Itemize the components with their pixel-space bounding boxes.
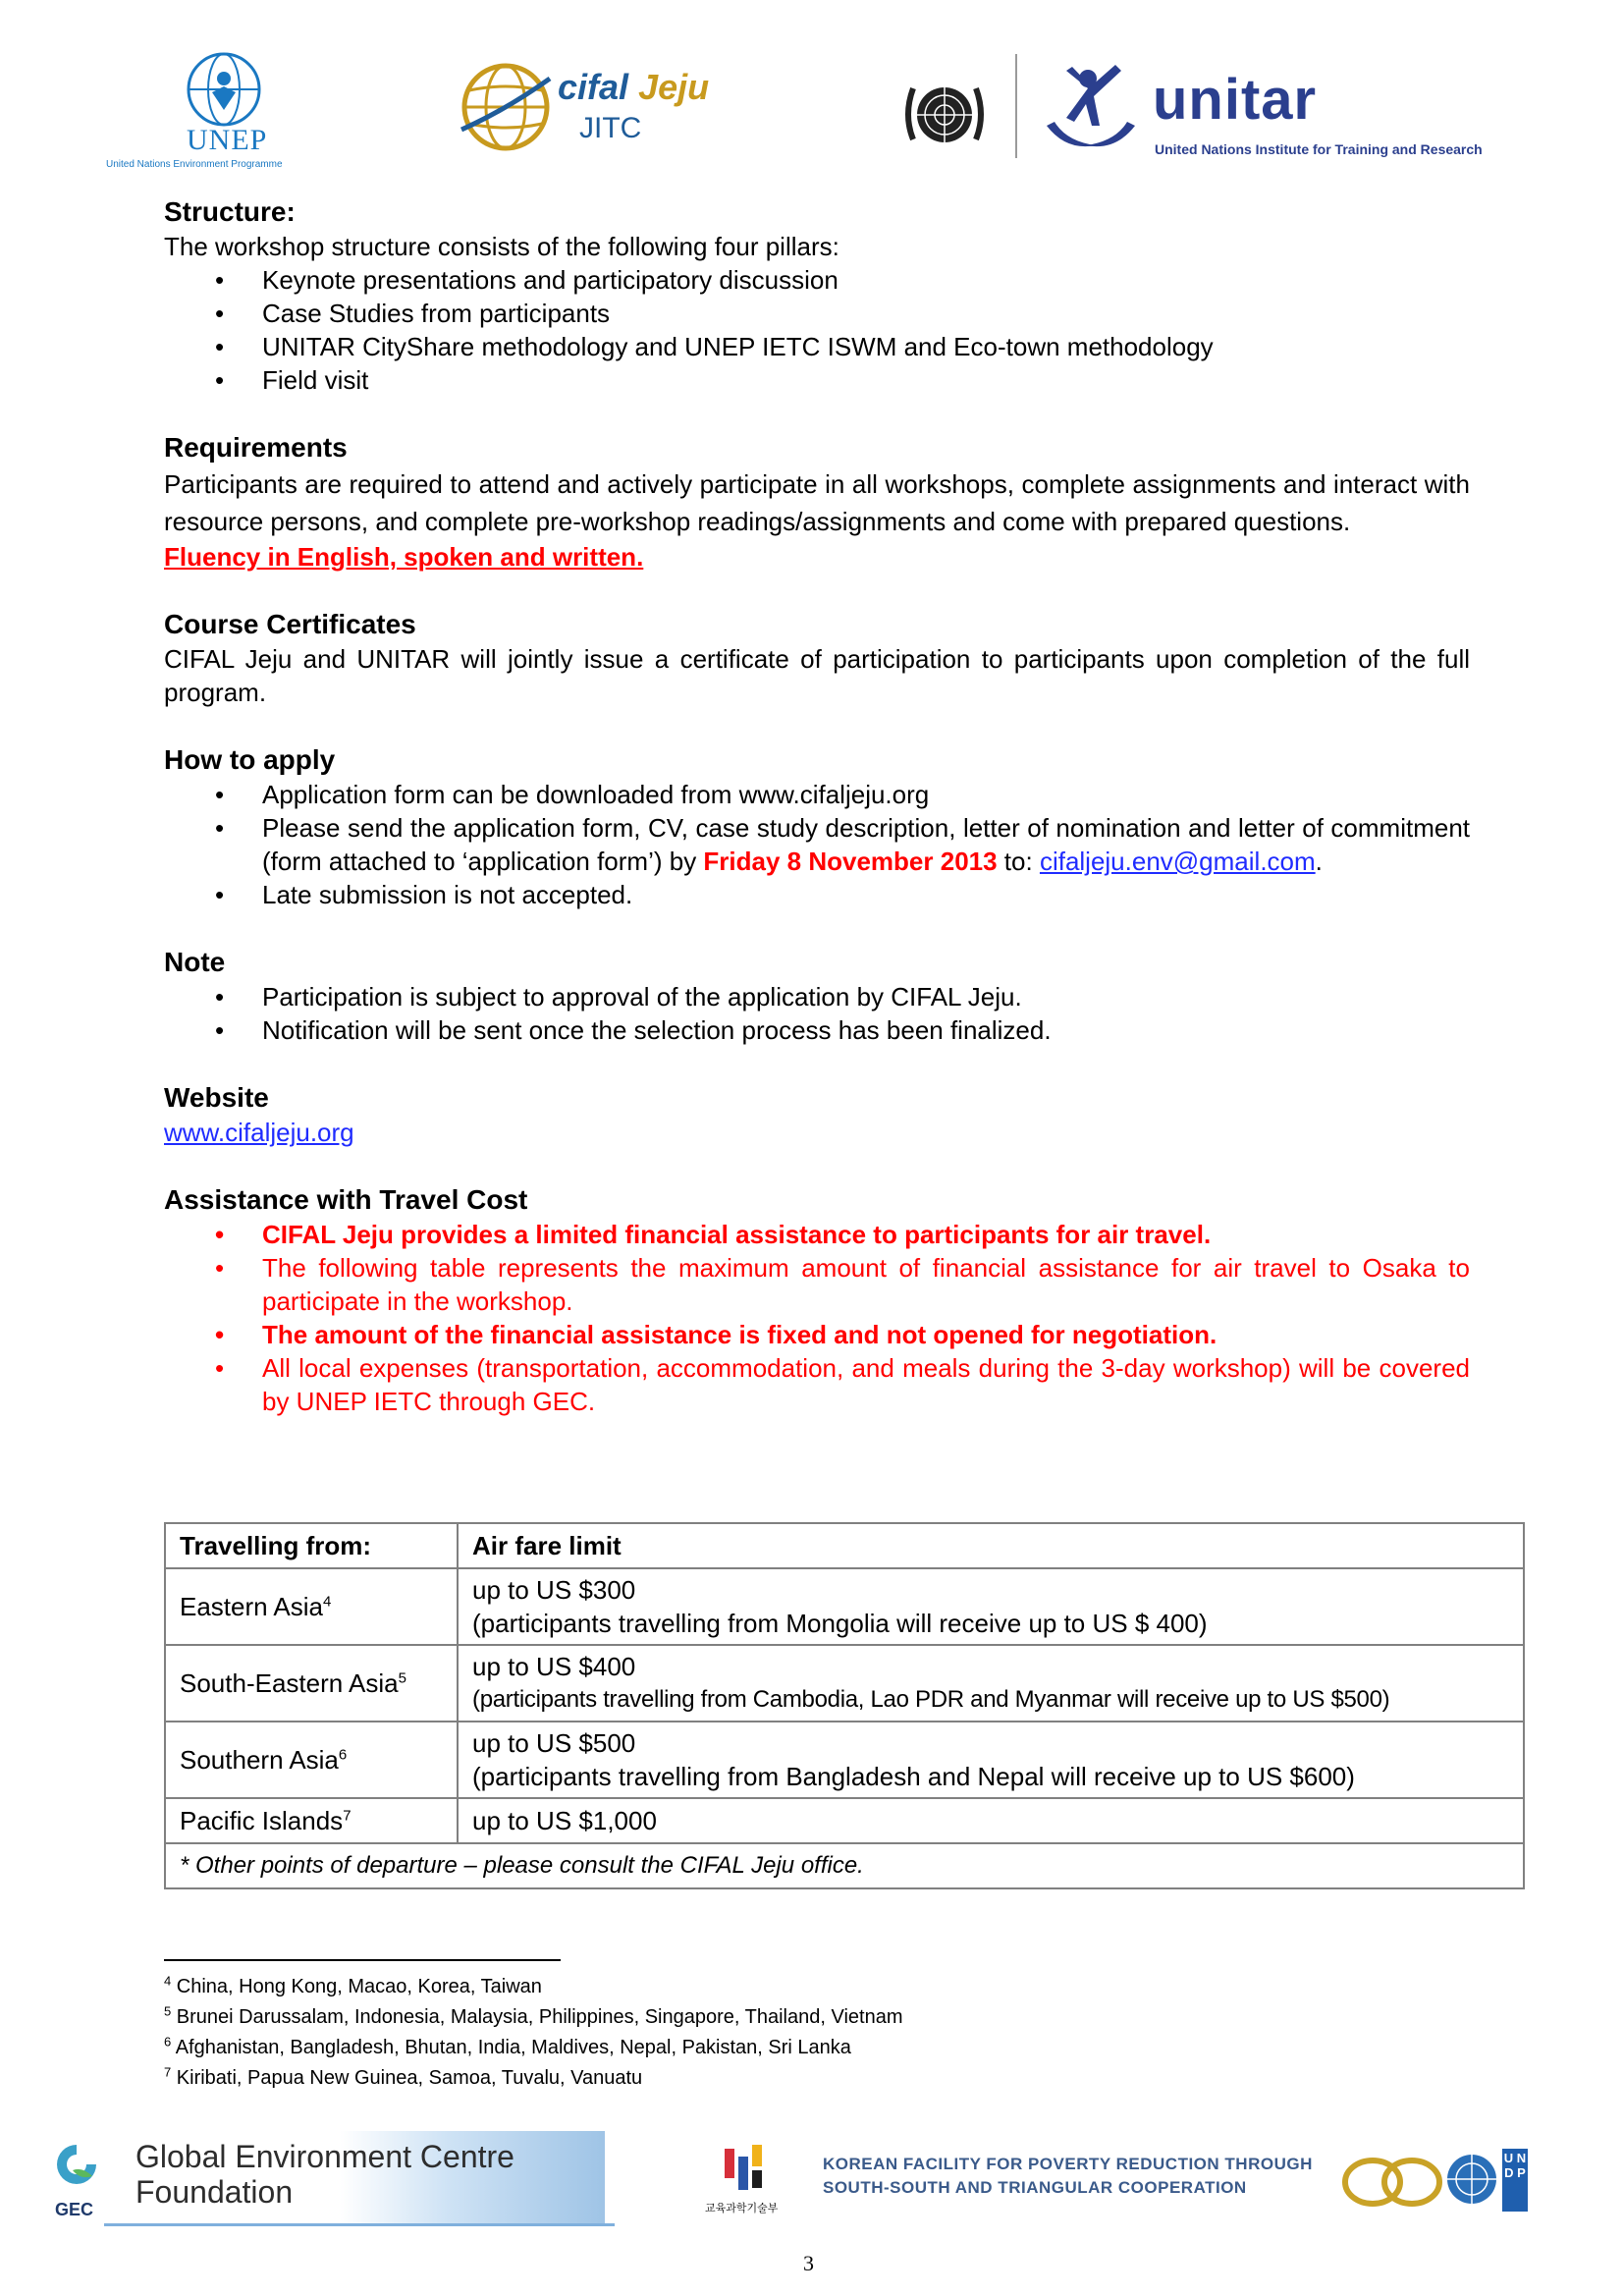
logo-divider xyxy=(1015,54,1017,158)
website-line xyxy=(164,1116,1470,1149)
structure-list xyxy=(164,263,1470,397)
list-item: • CIFAL Jeju provides a limited financial assistance to participants for air travel. xyxy=(164,1218,1470,1251)
table-row xyxy=(165,1722,1524,1798)
certificates-heading: Course Certificates xyxy=(164,609,416,639)
gec-name-line1: Global Environment Centre xyxy=(135,2139,514,2174)
unitar-subtitle: United Nations Institute for Training and Research xyxy=(1155,141,1483,157)
cifal-jeju-wordmark xyxy=(558,67,709,108)
gec-name-line2: Foundation xyxy=(135,2174,294,2210)
list-item: • All local expenses (transportation, accommodation, and meals during the 3-day workshop) will be covered by UNEP IETC through GEC. xyxy=(164,1351,1470,1418)
table-row xyxy=(165,1568,1524,1645)
unitar-logo xyxy=(1037,53,1508,171)
air-fare-table xyxy=(164,1522,1525,1889)
list-item: • Field visit xyxy=(164,363,1470,397)
certificates-section xyxy=(164,607,1470,709)
requirements-heading: Requirements xyxy=(164,432,348,463)
requirements-text: Participants are required to attend and actively participate in all workshops, complete assignments and interact with resource persons, and complete pre-workshop readings/assignments and come with prepared questions. xyxy=(164,469,1470,536)
apply-section xyxy=(164,742,1470,911)
unep-logo xyxy=(98,49,344,177)
list-item: • Notification will be sent once the selection process has been finalized. xyxy=(164,1013,1470,1047)
footnote: $^4$ China, Hong Kong, Macao, Korea, Taiwan xyxy=(164,1973,542,1997)
un-globe-icon xyxy=(1445,2153,1498,2206)
footnote: $^5$ Brunei Darussalam, Indonesia, Malaysia, Philippines, Singapore, Thailand, Vietnam xyxy=(164,2003,903,2028)
list-item: • Participation is subject to approval of the application by CIFAL Jeju. xyxy=(164,980,1470,1013)
limit-cell: up to US $300 (participants travelling from Mongolia will receive up to US $ 400) xyxy=(458,1568,1524,1645)
ministry-mark xyxy=(738,2157,748,2190)
region-cell: Southern Asia$^6$ xyxy=(165,1722,458,1798)
cifal-jeju-logo xyxy=(460,61,764,159)
unitar-figure-icon xyxy=(1037,57,1145,155)
gec-leaf-icon xyxy=(53,2141,100,2194)
ministry-name: 교육과학기술부 xyxy=(705,2202,779,2214)
region-cell: South-Eastern Asia$^5$ xyxy=(165,1645,458,1722)
note-section xyxy=(164,945,1470,1047)
table-row xyxy=(165,1798,1524,1843)
document-body xyxy=(164,194,1470,1418)
un-emblem-icon xyxy=(895,71,994,159)
page-number: 3 xyxy=(803,2251,814,2275)
travel-heading: Assistance with Travel Cost xyxy=(164,1184,528,1215)
apply-list xyxy=(164,778,1470,911)
deadline: Friday 8 November 2013 xyxy=(703,847,998,876)
undp-text: U N D P xyxy=(1503,2151,1527,2180)
unep-subtitle: United Nations Environment Programme xyxy=(106,159,283,170)
apply-instruction: Please send the application form, CV, case study description, letter of nomination and letter of commitment (form attached to ‘application form’) by xyxy=(262,813,1470,876)
gec-underline xyxy=(104,2223,615,2226)
footnote: $^7$ Kiribati, Papua New Guinea, Samoa, Tuvalu, Vanuatu xyxy=(164,2064,643,2089)
limit-cell: up to US $500 (participants travelling from Bangladesh and Nepal will receive up to US $600) xyxy=(458,1722,1524,1798)
list-item xyxy=(164,811,1470,878)
apply-heading: How to apply xyxy=(164,744,336,775)
partner-logos-right xyxy=(1339,2141,1527,2219)
table-row xyxy=(165,1645,1524,1722)
korean-facility-line1: KOREAN FACILITY FOR POVERTY REDUCTION THROUGH xyxy=(823,2155,1313,2173)
structure-section xyxy=(164,194,1470,397)
table-footer-row xyxy=(165,1843,1524,1888)
globe-icon xyxy=(460,61,552,153)
column-header-origin: Travelling from: xyxy=(165,1523,458,1568)
gec-abbreviation: GEC xyxy=(55,2200,94,2219)
unitar-wordmark: unitar xyxy=(1153,68,1318,132)
undp-badge xyxy=(1502,2149,1528,2212)
structure-heading: Structure: xyxy=(164,196,296,227)
table-header-row xyxy=(165,1523,1524,1568)
list-item: • The following table represents the maximum amount of financial assistance for air travel to Osaka to participate in the workshop. xyxy=(164,1251,1470,1318)
region-cell: Pacific Islands$^7$ xyxy=(165,1798,458,1843)
region-cell: Eastern Asia$^4$ xyxy=(165,1568,458,1645)
footnote-separator xyxy=(164,1959,561,1961)
certificates-text: CIFAL Jeju and UNITAR will jointly issue a certificate of participation to participants upon completion of the full program. xyxy=(164,644,1470,707)
requirements-section xyxy=(164,430,1470,574)
list-item: • Late submission is not accepted. xyxy=(164,878,1470,911)
website-link[interactable]: www.cifaljeju.org xyxy=(164,1118,354,1147)
gec-logo xyxy=(45,2131,615,2229)
list-item: • Keynote presentations and participatory discussion xyxy=(164,263,1470,297)
unep-wordmark: UNEP xyxy=(187,124,268,156)
footnotes xyxy=(164,1972,902,2094)
korean-facility-line2: SOUTH-SOUTH AND TRIANGULAR COOPERATION xyxy=(823,2178,1247,2197)
limit-cell: up to US $400 (participants travelling from Cambodia, Lao PDR and Myanmar will receive up to US $500) xyxy=(458,1645,1524,1722)
jitc-wordmark: JITC xyxy=(579,112,642,144)
rings-icon xyxy=(1339,2147,1449,2215)
travel-section xyxy=(164,1182,1470,1418)
structure-intro: The workshop structure consists of the following four pillars: xyxy=(164,232,839,261)
note-list xyxy=(164,980,1470,1047)
website-heading: Website xyxy=(164,1082,269,1113)
fluency-requirement xyxy=(164,540,1470,574)
footnote: $^6$ Afghanistan, Bangladesh, Bhutan, India, Maldives, Nepal, Pakistan, Sri Lanka xyxy=(164,2034,851,2058)
korean-facility-text xyxy=(823,2155,1313,2198)
ministry-mark xyxy=(752,2145,762,2166)
list-item: • Application form can be downloaded from www.cifaljeju.org xyxy=(164,778,1470,811)
ministry-mark xyxy=(725,2149,734,2178)
fluency-text: Fluency in English, spoken and written. xyxy=(164,542,644,572)
un-emblem xyxy=(895,71,994,164)
email-link[interactable]: cifaljeju.env@gmail.com xyxy=(1039,847,1316,876)
jeju-word: Jeju xyxy=(638,67,710,107)
list-item: • Case Studies from participants xyxy=(164,297,1470,330)
note-heading: Note xyxy=(164,947,226,977)
limit-cell: up to US $1,000 xyxy=(458,1798,1524,1843)
ministry-mark xyxy=(752,2170,762,2188)
korea-ministry-logo xyxy=(703,2139,791,2227)
apply-to: to: xyxy=(997,847,1040,876)
apply-period: . xyxy=(1315,847,1323,876)
list-item: • The amount of the financial assistance is fixed and not opened for negotiation. xyxy=(164,1318,1470,1351)
travel-list xyxy=(164,1218,1470,1418)
list-item: • UNITAR CityShare methodology and UNEP IETC ISWM and Eco-town methodology xyxy=(164,330,1470,363)
unep-emblem-icon xyxy=(175,49,273,130)
cifal-word: cifal xyxy=(558,67,629,107)
website-section xyxy=(164,1080,1470,1149)
column-header-limit: Air fare limit xyxy=(458,1523,1524,1568)
table-footer-note: * Other points of departure – please consult the CIFAL Jeju office. xyxy=(165,1843,1524,1888)
